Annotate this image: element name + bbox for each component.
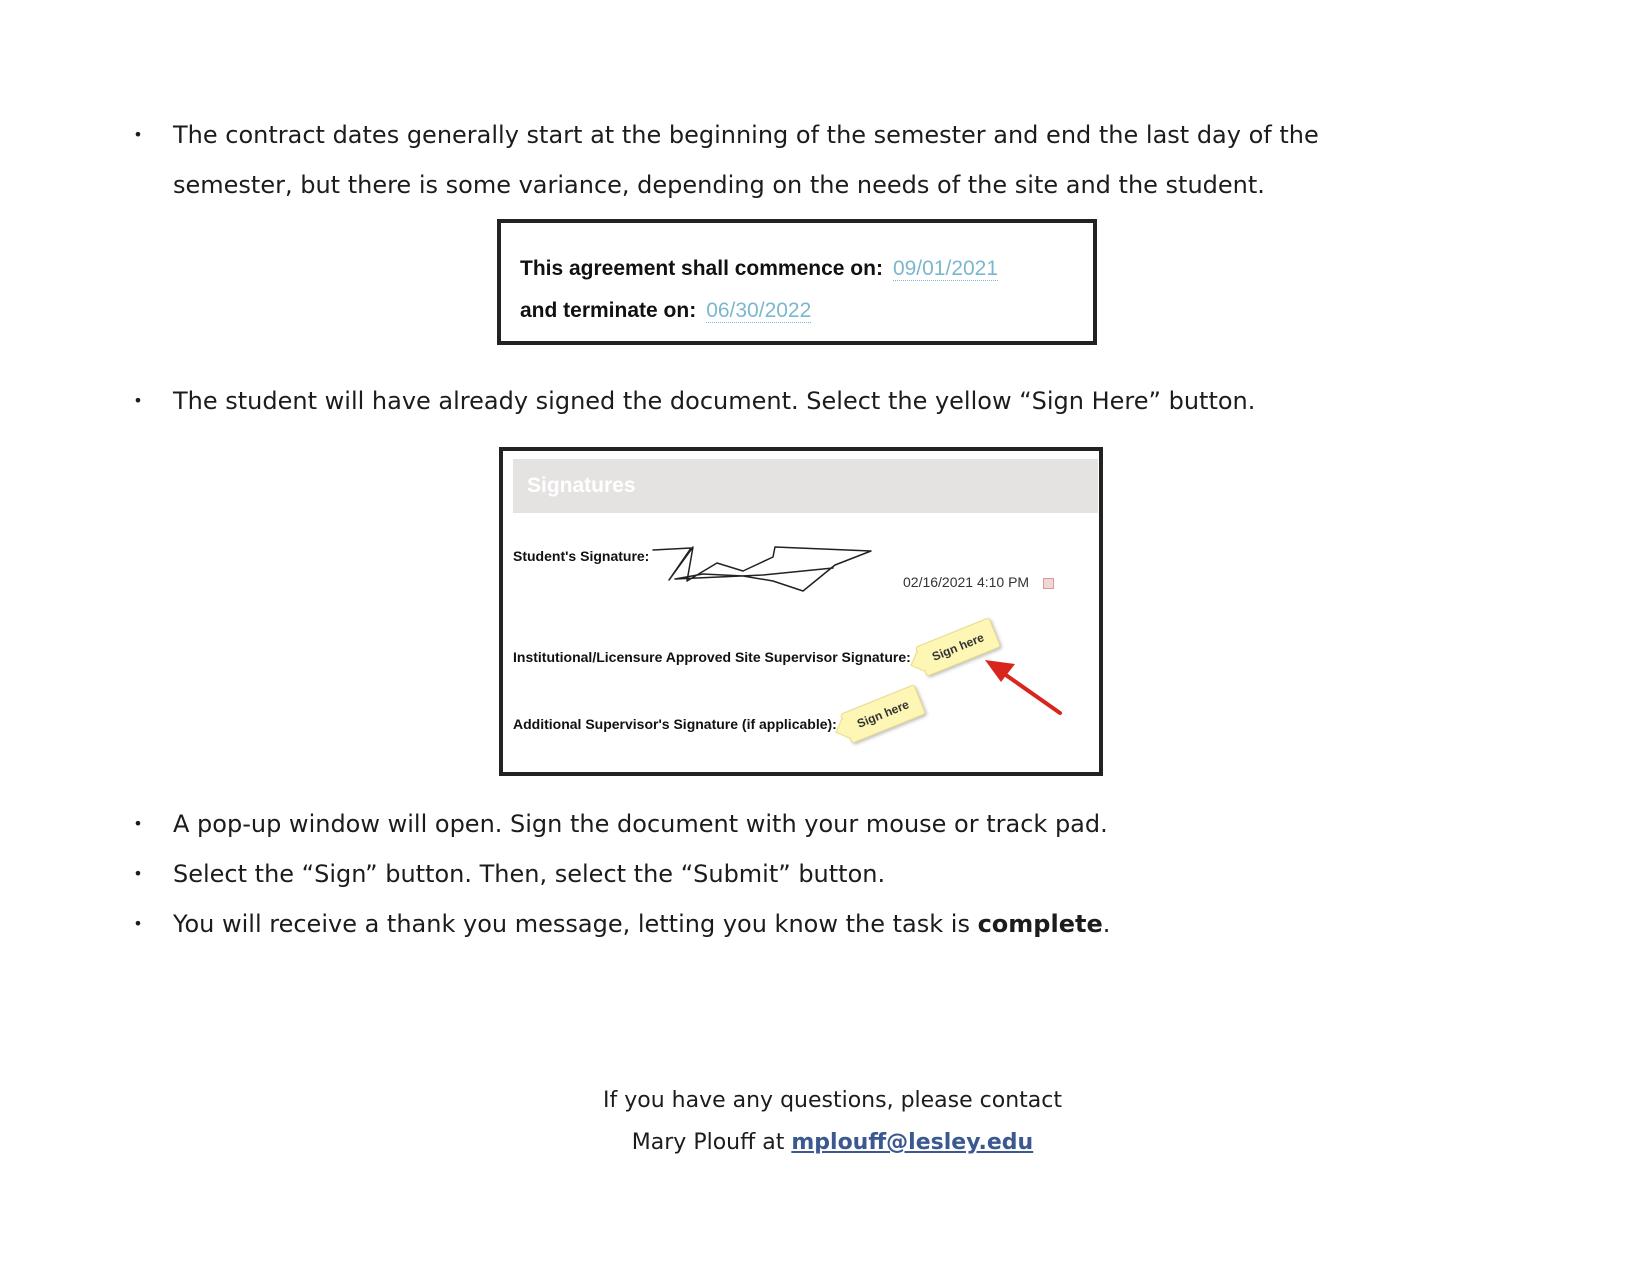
contact-line2 xyxy=(0,1122,1650,1164)
commence-label: This agreement shall commence on: xyxy=(520,257,883,280)
signatures-header: Signatures xyxy=(513,459,1098,513)
commence-line xyxy=(520,257,998,281)
contact-name: Mary Plouff at xyxy=(631,1130,792,1155)
bullet-dot: • xyxy=(133,864,143,883)
thanks-bold: complete xyxy=(977,910,1103,938)
terminate-label: and terminate on: xyxy=(520,299,697,322)
bullet-text-line1: The contract dates generally start at the beginning of the semester and end the last day of the xyxy=(173,121,1319,149)
contact-email-link[interactable]: mplouff@lesley.edu xyxy=(791,1130,1034,1155)
student-signature-label: Student's Signature: xyxy=(513,548,650,564)
sign-here-label: Sign here xyxy=(930,630,986,664)
bullet-text-line2: semester, but there is some variance, depending on the needs of the site and the student. xyxy=(173,171,1265,199)
commence-date: 09/01/2021 xyxy=(892,257,999,280)
signatures-screenshot xyxy=(499,447,1103,776)
terminate-line xyxy=(520,299,811,323)
bullet-popup xyxy=(132,799,1432,849)
bullet-select-sign xyxy=(132,849,1432,899)
bullet-text: A pop-up window will open. Sign the document with your mouse or track pad. xyxy=(173,810,1108,838)
thanks-prefix: You will receive a thank you message, letting you know the task is xyxy=(173,910,978,938)
thanks-suffix: . xyxy=(1102,910,1111,938)
bullet-dot: • xyxy=(133,125,143,144)
contact-line1: If you have any questions, please contact xyxy=(603,1088,1062,1113)
supervisor-signature-label: Institutional/Licensure Approved Site Supervisor Signature: xyxy=(513,649,911,665)
bullet-dot: • xyxy=(133,914,143,933)
bullet-text xyxy=(173,899,1432,949)
terminate-date: 06/30/2022 xyxy=(706,299,812,322)
bullet-dot: • xyxy=(133,814,143,833)
sign-here-label: Sign here xyxy=(855,697,911,731)
bullet-text: Select the “Sign” button. Then, select the “Submit” button. xyxy=(173,860,886,888)
bullet-student-signed xyxy=(132,376,1432,426)
additional-signature-label: Additional Supervisor's Signature (if applicable): xyxy=(513,716,837,732)
bullet-contract-dates xyxy=(132,110,1432,210)
bullet-thank-you xyxy=(132,899,1432,949)
bullet-text: The student will have already signed the document. Select the yellow “Sign Here” button. xyxy=(173,387,1256,415)
bullet-dot: • xyxy=(133,391,143,410)
agreement-dates-screenshot xyxy=(497,219,1097,345)
student-signature-date: 02/16/2021 4:10 PM xyxy=(903,574,1030,590)
